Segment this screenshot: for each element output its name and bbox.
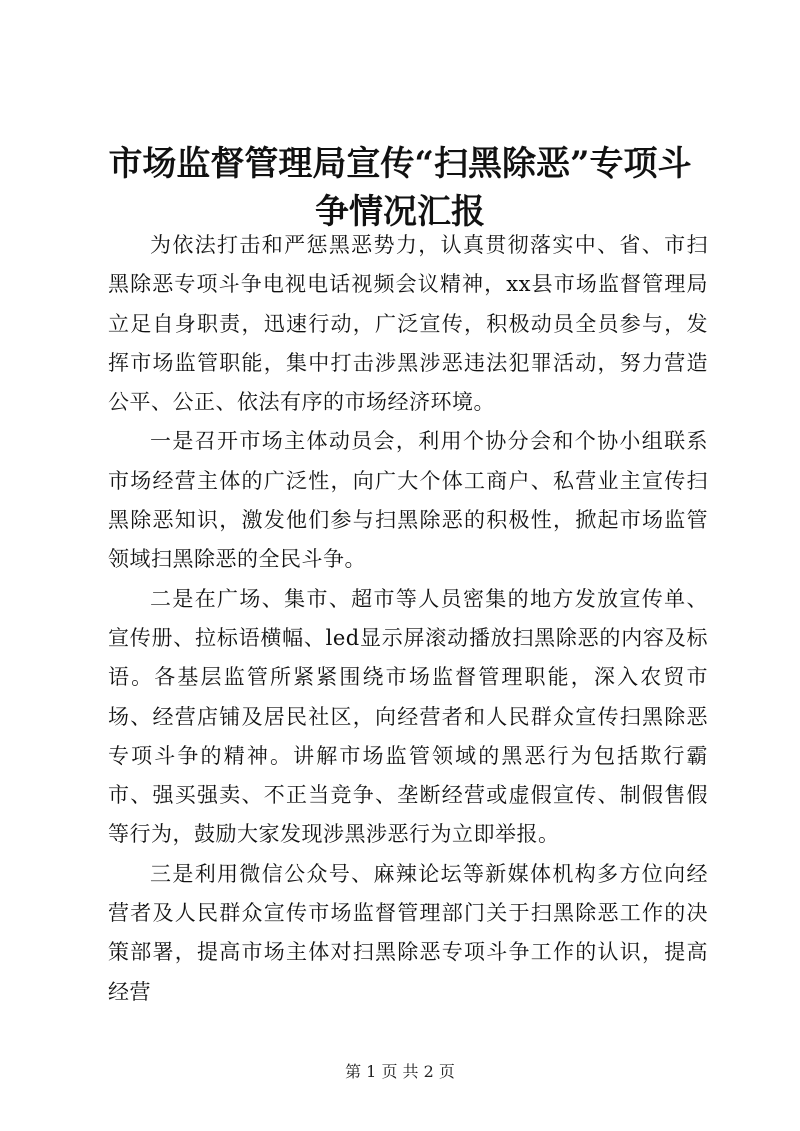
page-number-footer: 第 1 页 共 2 页: [345, 1062, 455, 1081]
document-body: [108, 226, 708, 1012]
document-title: 市场监督管理局宣传“扫黑除恶”专项斗争情况汇报: [108, 144, 692, 232]
paragraph-point-one: 一是召开市场主体动员会，利用个协分会和个协小组联系市场经营主体的广泛性，向广大个体工商户、私营业主宣传扫黑除恶知识，激发他们参与扫黑除恶的积极性，掀起市场监管领域扫黑除恶的全民斗争。: [108, 429, 708, 572]
paragraph-point-three: 三是利用微信公众号、麻辣论坛等新媒体机构多方位向经营者及人民群众宣传市场监督管理部门关于扫黑除恶工作的决策部署，提高市场主体对扫黑除恶专项斗争工作的认识，提高经营: [108, 861, 708, 1004]
paragraph-point-two: 二是在广场、集市、超市等人员密集的地方发放宣传单、宣传册、拉标语横幅、led显示屏滚动播放扫黑除恶的内容及标语。各基层监管所紧紧围绕市场监督管理职能，深入农贸市场、经营店铺及居民社区，向经营者和人民群众宣传扫黑除恶专项斗争的精神。讲解市场监管领域的黑恶行为包括欺行霸市、强买强卖、不正当竞争、垄断经营或虚假宣传、制假售假等行为，鼓励大家发现涉黑涉恶行为立即举报。: [108, 586, 708, 847]
paragraph-intro: 为依法打击和严惩黑恶势力，认真贯彻落实中、省、市扫黑除恶专项斗争电视电话视频会议精神，xx县市场监督管理局立足自身职责，迅速行动，广泛宣传，积极动员全员参与，发挥市场监管职能，集中打击涉黑涉恶违法犯罪活动，努力营造公平、公正、依法有序的市场经济环境。: [108, 233, 708, 415]
